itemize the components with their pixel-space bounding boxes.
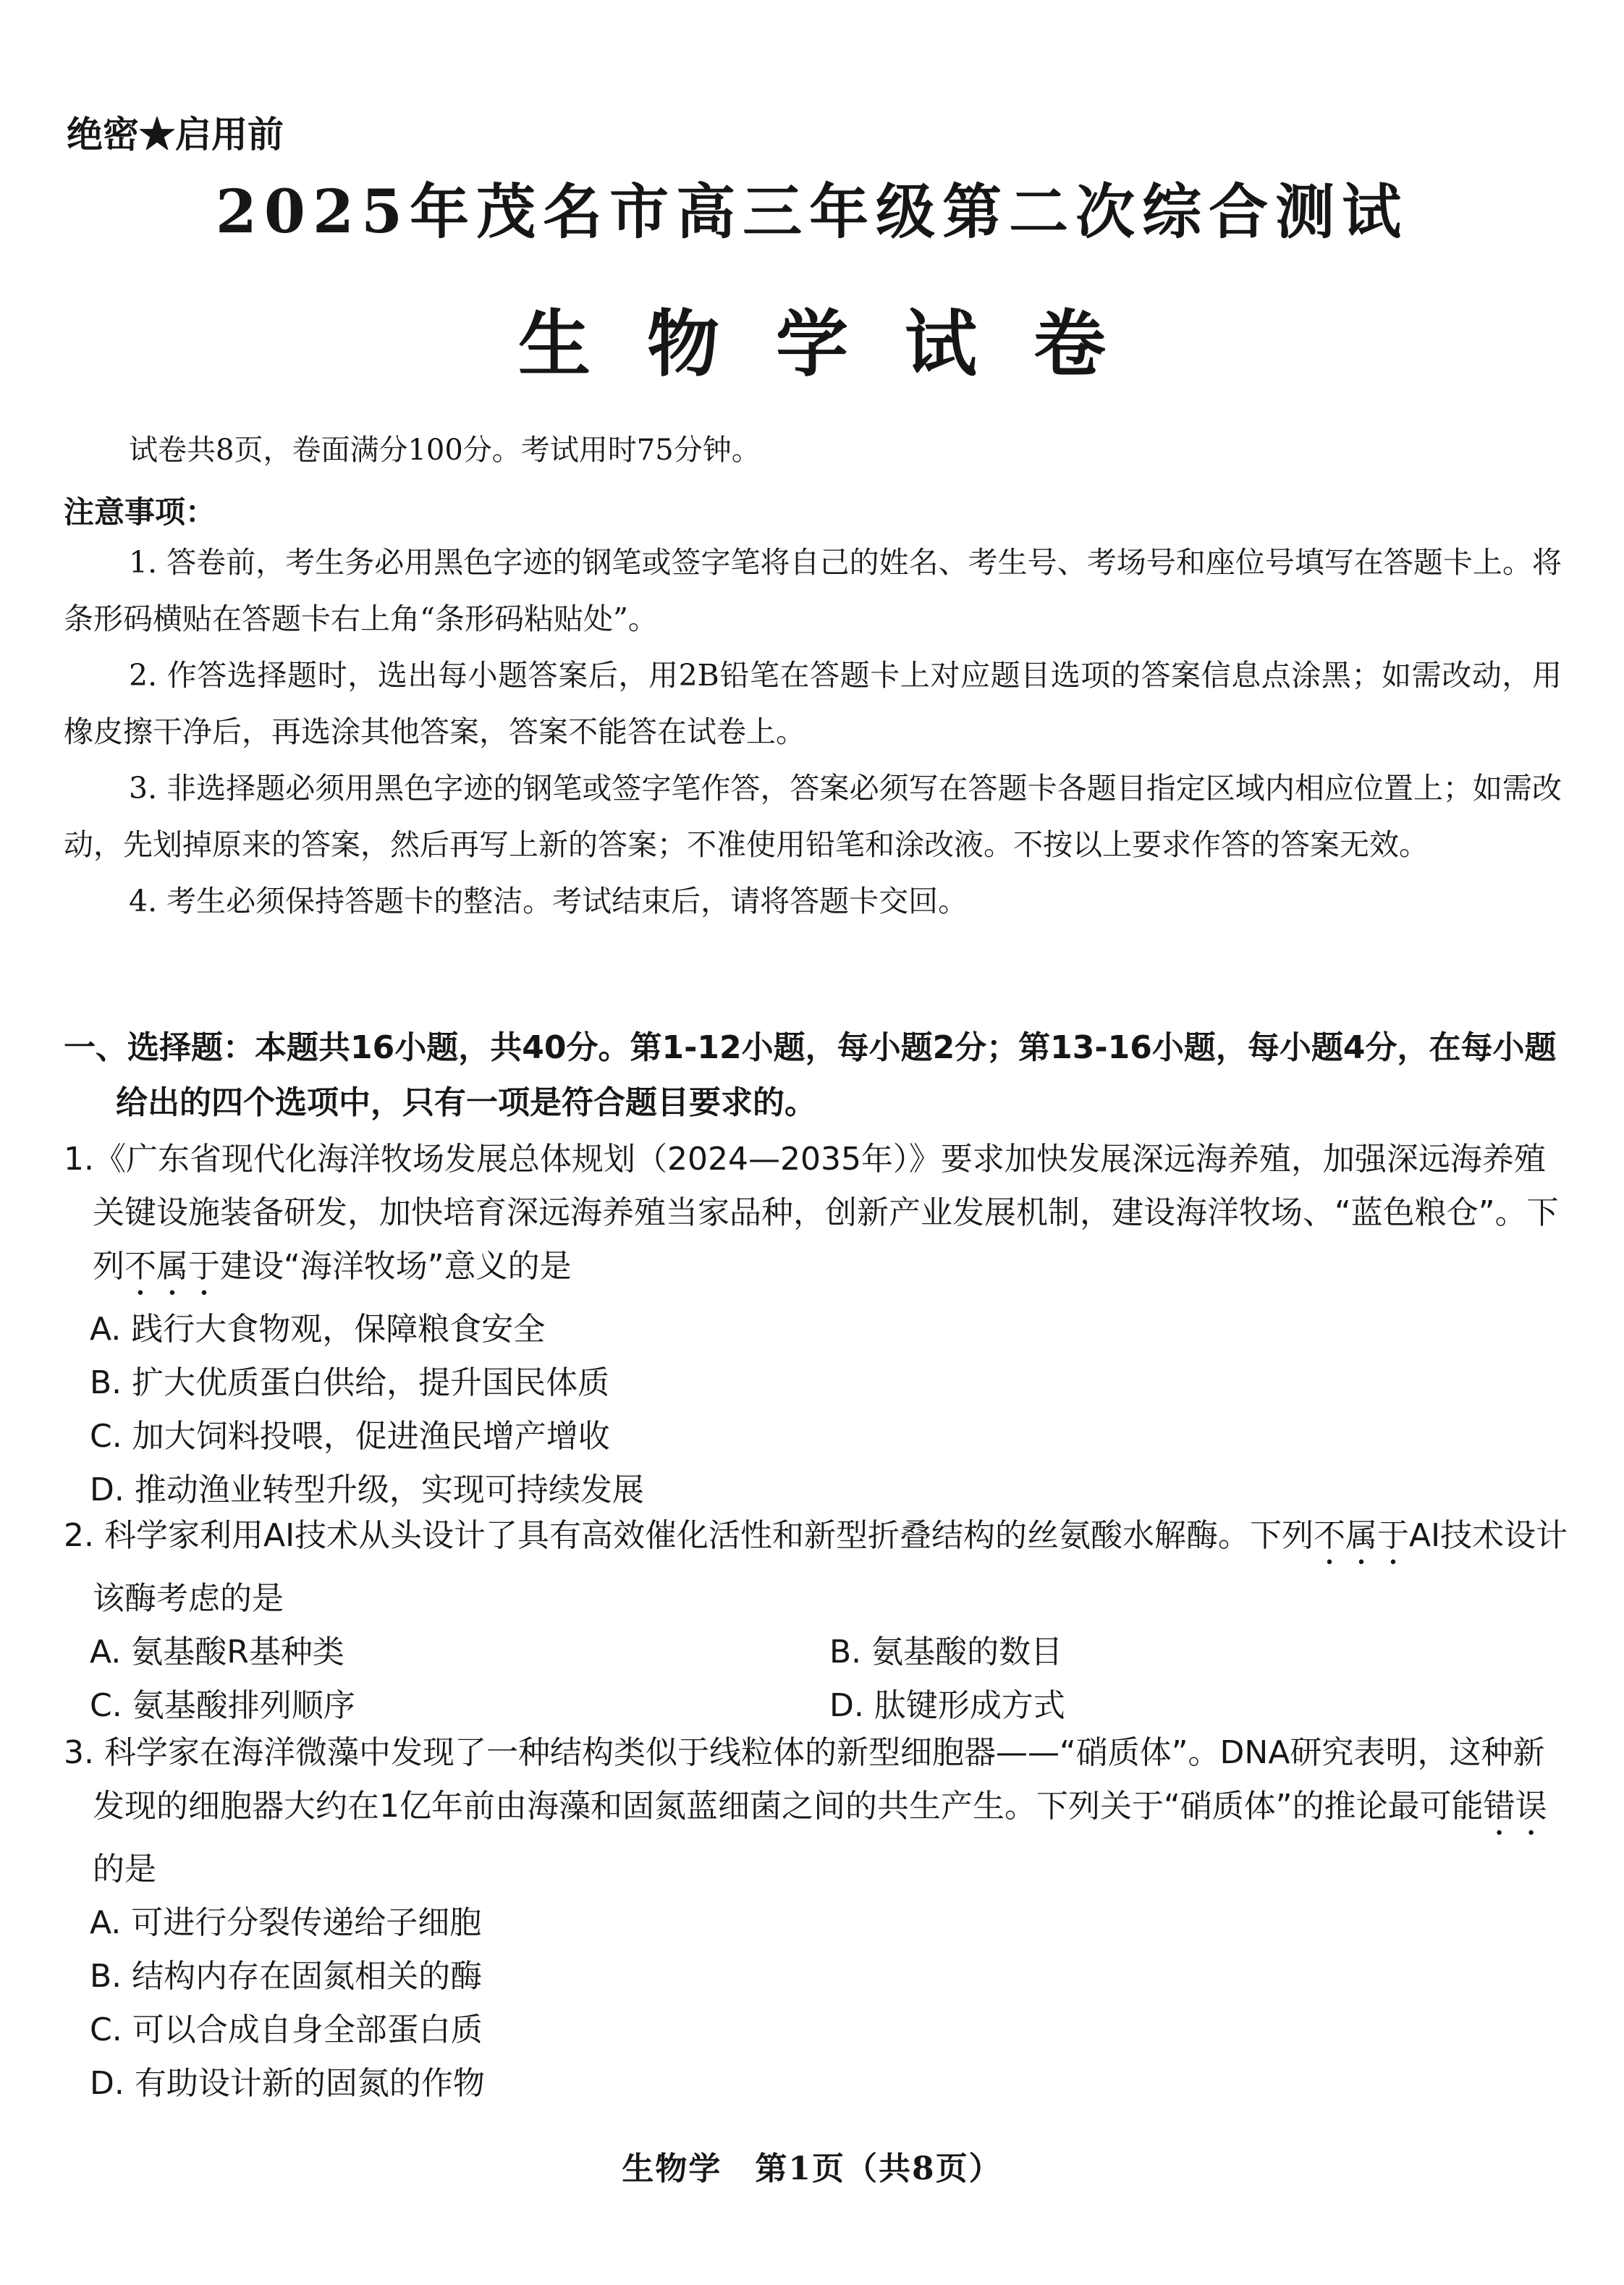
question-3 <box>64 1726 1569 2111</box>
question-stem <box>64 1509 1569 1626</box>
question-2 <box>64 1509 1569 1733</box>
stem-text-end: AI技术设计该酶考虑的是 <box>93 1517 1568 1617</box>
note-item-3: 3. 非选择题必须用黑色字迹的钢笔或签字笔作答，答案必须写在答题卡各题目指定区域内相应位置上；如需改动，先划掉原来的答案，然后再写上新的答案；不准使用铅笔和涂改液。不按以上要求作答的答案无效。 <box>64 771 1562 862</box>
stem-emphasis: 不属于 <box>124 1248 220 1285</box>
stem-text: 1.《广东省现代化海洋牧场发展总体规划（2024—2035年）》要求加快发展深远海养殖，加强深远海养殖关键设施装备研发，加快培育深远海养殖当家品种，创新产业发展机制，建设海洋牧场、“蓝色粮仓”。下列 <box>64 1141 1559 1285</box>
secret-label: 绝密★启用前 <box>67 113 284 156</box>
note-item-4: 4. 考生必须保持答题卡的整洁。考试结束后，请将答题卡交回。 <box>129 884 968 918</box>
exam-info: 试卷共8页，卷面满分100分。考试用时75分钟。 <box>129 434 761 467</box>
option-d: D. 有助设计新的固氮的作物 <box>90 2065 485 2102</box>
notes-heading: 注意事项： <box>64 494 216 530</box>
notes-list <box>64 534 1562 929</box>
question-stem <box>64 1726 1569 1896</box>
subject-title: 生物学试卷 <box>518 301 1162 387</box>
option-a: A. 氨基酸R基种类 <box>90 1634 344 1671</box>
option-c: C. 加大饲料投喂，促进渔民增产增收 <box>90 1418 610 1455</box>
exam-title: 2025年茂名市高三年级第二次综合测试 <box>215 177 1409 247</box>
option-a: A. 践行大食物观，保障粮食安全 <box>90 1311 546 1348</box>
stem-text: 2. 科学家利用AI技术从头设计了具有高效催化活性和新型折叠结构的丝氨酸水解酶。下列 <box>64 1517 1314 1554</box>
stem-emphasis: 不属于 <box>1314 1517 1410 1554</box>
option-b: B. 扩大优质蛋白供给，提升国民体质 <box>90 1364 610 1401</box>
page-footer: 生物学 第1页（共8页） <box>622 2150 1002 2187</box>
stem-text-end: 的是 <box>93 1851 156 1888</box>
section-heading <box>64 1021 1562 1131</box>
option-a: A. 可进行分裂传递给子细胞 <box>90 1904 482 1941</box>
note-item-2: 2. 作答选择题时，选出每小题答案后，用2B铅笔在答题卡上对应题目选项的答案信息点涂黑；如需改动，用橡皮擦干净后，再选涂其他答案，答案不能答在试卷上。 <box>64 658 1562 749</box>
option-c: C. 可以合成自身全部蛋白质 <box>90 2011 483 2048</box>
stem-text-end: 建设“海洋牧场”意义的是 <box>220 1248 572 1285</box>
option-d: D. 肽键形成方式 <box>829 1687 1065 1724</box>
option-c: C. 氨基酸排列顺序 <box>90 1687 355 1724</box>
question-stem <box>64 1133 1569 1303</box>
section-heading-text: 一、选择题：本题共16小题，共40分。第1-12小题，每小题2分；第13-16小题，每小题4分，在每小题给出的四个选项中，只有一项是符合题目要求的。 <box>64 1029 1557 1121</box>
question-1 <box>64 1133 1569 1517</box>
options-row-1 <box>64 1626 1569 1679</box>
stem-emphasis: 错误 <box>1483 1788 1547 1825</box>
option-b: B. 结构内存在固氮相关的酶 <box>90 1958 483 1995</box>
options-row-2 <box>64 1679 1569 1733</box>
stem-text: 3. 科学家在海洋微藻中发现了一种结构类似于线粒体的新型细胞器——“硝质体”。DNA研究表明，这种新发现的细胞器大约在1亿年前由海藻和固氮蓝细菌之间的共生产生。下列关于“硝质体”的推论最可能 <box>64 1734 1545 1825</box>
note-item-1: 1. 答卷前，考生务必用黑色字迹的钢笔或签字笔将自己的姓名、考生号、考场号和座位号填写在答题卡上。将条形码横贴在答题卡右上角“条形码粘贴处”。 <box>64 545 1562 636</box>
option-d: D. 推动渔业转型升级，实现可持续发展 <box>90 1471 644 1508</box>
option-b: B. 氨基酸的数目 <box>829 1634 1063 1671</box>
